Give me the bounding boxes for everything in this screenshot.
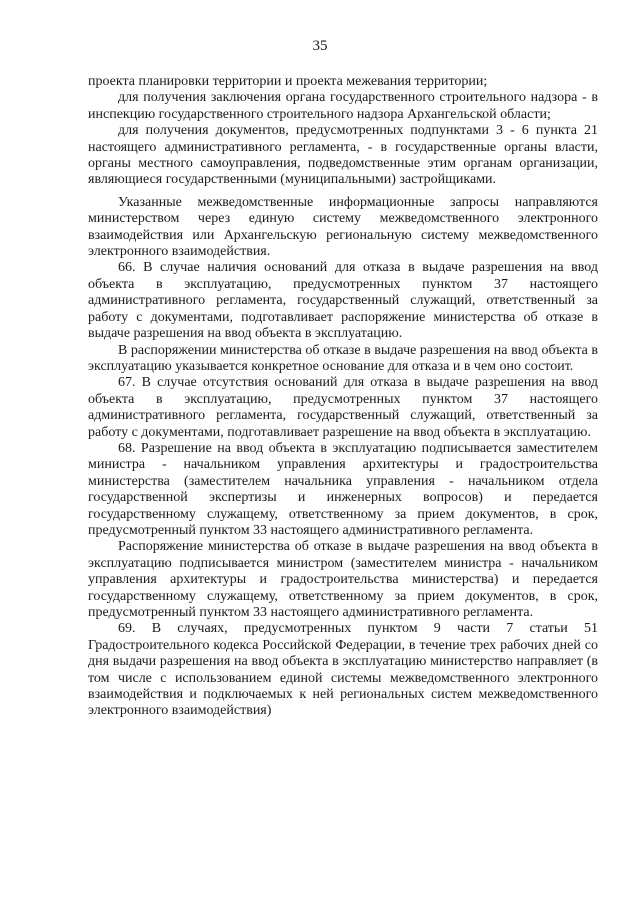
paragraph: Указанные межведомственные информационные запросы направляются министерством через единую систему межведомственного электронного взаимодействия или Архангельскую региональную систему межведомственного электронного взаимодействия. bbox=[88, 194, 598, 260]
paragraph: В распоряжении министерства об отказе в выдаче разрешения на ввод объекта в эксплуатацию указывается конкретное основание для отказа и в чем оно состоит. bbox=[88, 342, 598, 374]
paragraph: для получения заключения органа государственного строительного надзора - в инспекцию государственного строительного надзора Архангельской области; bbox=[88, 90, 598, 122]
paragraph: 68. Разрешение на ввод объекта в эксплуатацию подписывается заместителем министра - начальником управления архитектуры и градостроительства министерства (заместителем начальника управления - начальником отдела государственной экспертизы и инженерных вопросов) и передается государственному служащему, ответственному за прием документов, в срок, предусмотренный пунктом 33 настоящего административного регламента. bbox=[88, 440, 598, 538]
paragraph: проекта планировки территории и проекта межевания территории; bbox=[88, 74, 488, 89]
paragraph: 67. В случае отсутствия оснований для отказа в выдаче разрешения на ввод объекта в эксплуатацию, предусмотренных пунктом 37 настоящего административного регламента, государственный служащий, ответственный за работу с документами, подготавливает разрешение на ввод объекта в эксплуатацию. bbox=[88, 375, 598, 440]
paragraph: для получения документов, предусмотренных подпунктами 3 - 6 пункта 21 настоящего административного регламента, - в государственные органы власти, органы местного самоуправления, подведомственные этим органам организации, являющиеся государственными (муниципальными) застройщиками. bbox=[88, 123, 598, 188]
document-body bbox=[88, 74, 598, 720]
paragraph: 66. В случае наличия оснований для отказа в выдаче разрешения на ввод объекта в эксплуатацию, предусмотренных пунктом 37 настоящего административного регламента, государственный служащий, ответственный за работу с документами, подготавливает распоряжение министерства об отказе в выдаче разрешения на ввод объекта в эксплуатацию. bbox=[88, 260, 598, 342]
paragraph: 69. В случаях, предусмотренных пунктом 9 части 7 статьи 51 Градостроительного кодекса Российской Федерации, в течение трех рабочих дней со дня выдачи разрешения на ввод объекта в эксплуатацию министерство направляет (в том числе с использованием единой системы межведомственного электронного взаимодействия и подключаемых к ней региональных систем межведомственного электронного взаимодействия) bbox=[88, 621, 598, 719]
page-number: 35 bbox=[312, 38, 328, 54]
paragraph: Распоряжение министерства об отказе в выдаче разрешения на ввод объекта в эксплуатацию подписывается министром (заместителем министра - начальником управления архитектуры и градостроительства министерства) и передается государственному служащему, ответственному за прием документов, в срок, предусмотренный пунктом 33 настоящего административного регламента. bbox=[88, 539, 598, 620]
